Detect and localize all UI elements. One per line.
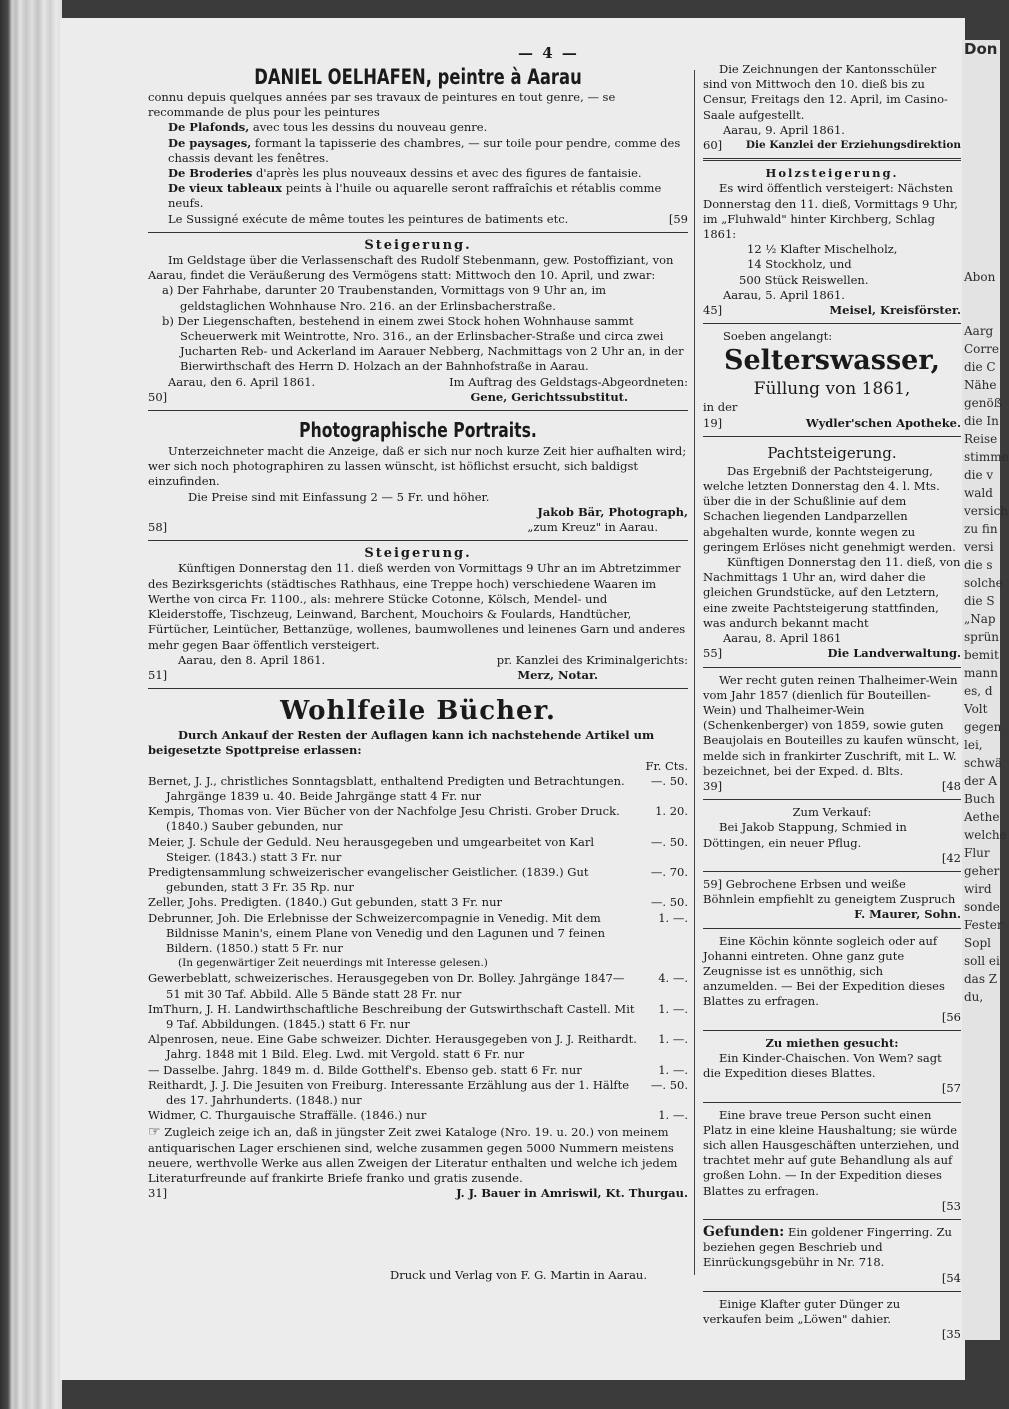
divider [703,799,961,800]
signer: Merz, Notar. [517,667,598,682]
strip-line: die v [964,468,994,482]
strip-line: die In [964,414,999,428]
pacht-body: Das Ergebniß der Pachtsteigerung, welche letzten Donnerstag den 4. l. Mts. über die in der Schußlinie auf dem Schachen liegenden Landparzellen abgehalten wurde, konnte wegen zu geringem Erlöses nicht genehmigt werden. [703,463,956,554]
oelhafen-title: DANIEL OELHAFEN, peintre à Aarau [254,65,582,89]
holz-body: Es wird öffentlich versteigert: Nächsten Donnerstag den 11. dieß, Vormittags 9 Uhr, im „Fluhwald" hinter Kirchberg, Schlag 1861: [703,181,958,242]
list-item: Bernet, J. J., christliches Sonntagsblatt, enthaltend Predigten und Betrachtungen. Jahrgänge 1839 u. 40. Beide Jahrgänge statt 4 Fr. nur —. 50. [148,773,688,803]
strip-line: die s [964,558,993,572]
date: Aarau, 5. April 1861. [723,287,845,302]
ref-number: 50] [148,389,168,404]
ad-selterswasser [703,329,961,431]
left-column [148,42,688,1201]
verkauf-title: Zum Verkauf: [792,805,872,820]
books-list [148,774,688,1124]
ad-zum-verkauf [703,805,961,866]
strip-line: bemit [964,648,999,662]
strip-line: stimme [964,450,1009,464]
person-body: Eine brave treue Person sucht einen Platz in eine kleine Haushaltung; sie würde sich allen Hausgeschäften unterziehen, und trachtet mehr auf gute Behandlung als auf großen Lohn. — In der Expedition dieses Blattes zu erfragen. [703,1107,960,1198]
strip-line: versi [964,540,994,554]
zeichnungen-body: Die Zeichnungen der Kantonsschüler sind von Mittwoch den 10. dieß bis zu Censur, Freitags den 12. April, im Casino-Saale aufgestellt. [703,62,948,122]
divider [703,1030,961,1031]
ref-number: 58] [148,520,168,535]
signer-place: „zum Kreuz" in Aarau. [527,520,658,535]
selters-title: Selterswasser, [724,345,940,377]
ad-zu-miethen [703,1036,961,1097]
divider [148,540,688,541]
list-item: — Dasselbe. Jahrg. 1849 m. d. Bilde Gotthelf's. Ebenso geb. statt 6 Fr. nur 1. —. [148,1062,688,1077]
signer: Die Landverwaltung. [827,646,961,661]
book-binding-edge [0,0,62,1409]
list-item: 500 Stück Reiswellen. [739,272,869,287]
list-item: Predigtensammlung schweizerischer evangelischer Geistlicher. (1839.) Gut gebunden, statt 3 Fr. 35 Rp. nur —. 70. [148,864,688,895]
ref-number: 55] [703,646,723,661]
ref-number: [56 [941,1009,961,1024]
signer: Meisel, Kreisförster. [829,303,961,318]
adjacent-page-strip [962,40,1009,1340]
strip-line: Nähe [964,378,997,392]
oelhafen-item: De Plafonds, avec tous les dessins du nouveau genre. [168,120,488,135]
ref-number: [53 [941,1198,961,1213]
strip-line: Volt [964,702,988,716]
strip-line: das Z [964,972,998,986]
date: Aarau, 8. April 1861 [723,631,842,646]
books-intro: Durch Ankauf der Resten der Auflagen kann ich nachstehende Artikel um beigesetzte Spottpreise erlassen: [148,728,655,758]
strip-line: Aethe [964,810,1000,824]
pacht-title: Pachtsteigerung. [767,443,897,462]
strip-line [962,304,1000,322]
miethen-title: Zu miethen gesucht: [765,1035,899,1050]
oelhafen-item: De paysages, formant la tapisserie des chambres, — sur toile pour pendre, comme des chassis devant les fenêtres. [168,135,681,165]
ad-person [703,1108,961,1214]
selters-pre: Soeben angelangt: [723,329,833,344]
erbsen-body: 59] Gebrochene Erbsen und weiße Böhnlein empfiehlt zu geneigtem Zuspruch [703,876,956,907]
selters-in: in der [703,400,738,415]
strip-line: du, [964,990,984,1004]
miethen-body: Ein Kinder-Chaischen. Von Wem? sagt die Expedition dieses Blattes. [703,1050,942,1081]
divider [703,928,961,929]
ref-number: 59] [703,876,723,891]
ref-number: [35 [941,1327,961,1342]
strip-line: der A [964,774,997,788]
strip-line: sprün [964,630,1000,644]
divider [148,688,688,689]
strip-line: die S [964,594,995,608]
oelhafen-intro: connu depuis quelques années par ses travaux de peintures en tout genre, — se recommande de plus pour les peintures [148,90,616,120]
ref-number: [48 [941,778,961,793]
ad-steigerung-stebenmann [148,238,688,405]
strip-line: geher [964,864,1000,878]
photo-prices: Die Preise sind mit Einfassung 2 — 5 Fr. und höher. [188,489,490,504]
list-item: Kempis, Thomas von. Vier Bücher von der Nachfolge Jesu Christi. Grober Druck. (1840.) Sauber gebunden, nur 1. 20. [148,804,688,834]
strip-line: wald [964,486,993,500]
pacht-body-2: Künftigen Donnerstag den 11. dieß, von Nachmittags 1 Uhr an, wird daher die gleichen Grundstücke, auf den Letztern, eine zweite Pachtsteigerung stattfinden, was andurch bekannt macht [703,555,961,630]
signer-role: pr. Kanzlei des Kriminalgerichts: [496,652,688,667]
ref-number: [57 [941,1081,961,1096]
list-item: Reithardt, J. J. Die Jesuiten von Freiburg. Interessante Erzählung aus der 1. Hälfte des 17. Jahrhunderts. (1848.) nur —. 50. [148,1077,688,1107]
signer: F. Maurer, Sohn. [854,907,961,922]
strip-line: Buch [964,792,995,806]
divider [148,232,688,233]
divider [703,158,961,161]
list-item: Debrunner, Joh. Die Erlebnisse der Schweizercompagnie in Venedig. Mit dem Bildnisse Manin's, einem Plane von Venedig und den Lagunen und 7 feinen Bildern. (1850.) statt 5 Fr. nur 1. —. [148,910,688,955]
selters-sub: Füllung von 1861, [753,379,911,400]
strip-lines [962,268,1009,1006]
right-column [703,62,961,1342]
strip-line: schwä [964,756,1003,770]
signer: Die Kanzlei der Erziehungsdirektion [745,139,961,152]
steigerung-title: Steigerung. [364,237,472,253]
ref-number: 31] [148,1186,168,1201]
ref-number: [54 [941,1270,961,1285]
ad-photo-portraits [148,416,688,535]
strip-line: lei, [964,738,983,752]
steigerung-item-b: b) Der Liegenschaften, bestehend in einem zwei Stock hohen Wohnhause sammt Scheuerwerk mit Weintrotte, Nro. 316., an der Erlinsbacher-Straße und circa zwei Jucharten Reb- und Ackerland im Aarauer Nebberg, Nachmittags von 2 Uhr an, in der Bierwirthschaft des Herrn D. Holzach an der Bahnhofstraße in Aarau. [162,313,684,374]
strip-line: die C [964,360,996,374]
books-currency-header: Fr. Cts. [645,758,688,773]
photo-title: Photographische Portraits. [299,418,537,443]
list-item: ImThurn, J. H. Landwirthschaftliche Beschreibung der Gutswirthschaft Castell. Mit 9 Taf. Abbildungen. (1845.) statt 6 Fr. nur 1. —. [148,1001,688,1031]
date: Aarau, den 6. April 1861. [168,374,316,389]
strip-line: wird [964,882,992,896]
divider [703,1219,961,1220]
ad-thalheimer-wein [703,673,961,795]
books-title: Wohlfeile Bücher. [280,696,556,727]
steigerung-title: Steigerung. [364,546,472,562]
ad-zeichnungen [703,62,961,153]
ref-number: 39] [703,778,723,793]
koechin-body: Eine Köchin könnte sogleich oder auf Johanni eintreten. Ohne ganz gute Zeugnisse ist es unnöthig, sich anzumelden. — Bei der Expedition dieses Blattes zu erfragen. [703,933,945,1009]
ad-duenger [703,1297,961,1343]
steigerung-item-a: a) Der Fahrhabe, darunter 20 Traubenstanden, Vormittags von 9 Uhr an, im geldstaglichen Wohnhause Nro. 216. an der Erlinsbacherstraße. [162,283,607,313]
list-item: Widmer, C. Thurgauische Straffälle. (1846.) nur 1. —. [148,1108,688,1123]
signer-role: Im Auftrag des Geldstags-Abgeordneten: [449,374,688,389]
list-item: Zeller, Johs. Predigten. (1840.) Gut gebunden, statt 3 Fr. nur —. 50. [148,895,688,910]
strip-line: solche [964,576,1003,590]
ad-oelhafen [148,64,688,227]
divider [703,871,961,872]
strip-line: Abon [964,270,996,284]
ref-number: 19] [703,415,723,430]
strip-line: gegen [964,720,1002,734]
list-item: 12 ½ Klafter Mischelholz, [747,242,898,257]
ad-gefunden [703,1225,961,1286]
divider [703,1102,961,1103]
strip-line: genöß [964,396,1002,410]
list-item: Gewerbeblatt, schweizerisches. Herausgegeben von Dr. Bolley. Jahrgänge 1847—51 mit 30 Taf. Abbild. Alle 5 Bände statt 28 Fr. nur 4. —. [148,971,688,1001]
page-number: — 4 — [518,44,579,62]
ad-pachtsteigerung [703,442,961,662]
date: Aarau, 9. April 1861. [723,122,845,137]
steigerung-intro: Im Geldstage über die Verlassenschaft des Rudolf Stebenmann, gew. Postoffiziant, von Aarau, findet die Veräußerung des Vermögens statt: Mittwoch den 10. April, und zwar: [148,253,674,283]
strip-line: zu fin [964,522,998,536]
strip-line: Fester [964,918,1003,932]
pointing-hand-icon: ☞ [148,1124,161,1141]
ref-number: 45] [703,303,723,318]
signer: Wydler'schen Apotheke. [805,415,961,430]
ad-koechin [703,934,961,1025]
strip-line: „Nap [964,612,996,626]
oelhafen-item: De vieux tableaux peints à l'huile ou aquarelle seront raffraîchis et rétablis comme neufs. [168,181,662,211]
steigerung-body: Künftigen Donnerstag den 11. dieß werden von Vormittags 9 Uhr an im Abtretzimmer des Bezirksgerichts (städtisches Rathhaus, eine Treppe hoch) verschiedene Waaren im Werthe von circa Fr. 1100., als: mehrere Stücke Cotonne, Kölsch, Mendel- und Kleiderstoffe, Tischzeug, Leinwand, Barchent, Mouchoirs & Foulards, Handtücher, Fürtücher, Leintücher, Bettanzüge, wollenes, baumwollenes und leinenes Garn und anderes mehr gegen Baar öffentlich versteigert. [148,561,686,652]
verkauf-body: Bei Jakob Stappung, Schmied in Döttingen, ein neuer Pflug. [703,820,907,850]
signer: Gene, Gerichtssubstitut. [470,389,628,404]
strip-line: Corre [964,342,999,356]
signer: Jakob Bär, Photograph, [537,504,688,519]
list-item: Meier, J. Schule der Geduld. Neu herausgegeben und umgearbeitet von Karl Steiger. (1843.) statt 3 Fr. nur —. 50. [148,834,688,864]
divider [703,436,961,437]
strip-line: welche [964,828,1007,842]
gefunden-body: Gefunden: Ein goldener Fingerring. Zu beziehen gegen Beschrieb und Einrückungsgebühr in Nr. 718. [703,1224,952,1270]
ad-wohlfeile-buecher [148,694,688,1201]
photo-body: Unterzeichneter macht die Anzeige, daß er sich nur noch kurze Zeit hier aufhalten wird; wer sich noch photographiren zu lassen wünscht, ist höflichst ersucht, sich baldigst einzufinden. [148,444,687,489]
list-item: Alpenrosen, neue. Eine Gabe schweizer. Dichter. Herausgegeben von J. J. Reithardt. Jahrg. 1848 mit 1 Bild. Eleg. Lwd. mit Vergold. statt 6 Fr. nur 1. —. [148,1032,688,1062]
wein-body: Wer recht guten reinen Thalheimer-Wein vom Jahr 1857 (dienlich für Bouteillen-Wein) und Thalheimer-Wein (Schenkenberger) von 1859, sowie guten Beaujolais en Bouteilles zu kaufen wünscht, melde sich in frankirter Zuschrift, mit L. W. bezeichnet, bei der Exped. d. Blts. [703,672,960,778]
oelhafen-item: De Broderies d'après les plus nouveaux dessins et avec des figures de fantaisie. [168,166,642,181]
oelhafen-closing: Le Sussigné exécute de même toutes les peintures de batiments etc. [168,211,569,226]
strip-line: Reise [964,432,998,446]
ref-number: 60] [703,138,723,153]
list-item-note: (In gegenwärtiger Zeit neuerdings mit Interesse gelesen.) [178,957,488,970]
list-item: 14 Stockholz, und [747,257,852,272]
divider [148,410,688,411]
ad-holzsteigerung [703,166,961,318]
holz-title: Holzsteigerung. [765,166,899,181]
divider [703,1291,961,1292]
ref-number: 51] [148,667,168,682]
strip-line: soll ei [964,954,1000,968]
strip-line: Sopl [964,936,991,950]
printer-footer: Druck und Verlag von F. G. Martin in Aarau. [390,1268,647,1282]
books-note: ☞ Zugleich zeige ich an, daß in jüngster Zeit zwei Kataloge (Nro. 19. u. 20.) von meinem antiquarischen Lager erschienen sind, welche zusammen gegen 5000 Nummern meistens neuere, werthvolle Werke aus allen Zweigen der Literatur enthalten und welche ich jedem Literaturfreunde auf frankirte Briefe franko und gratis zusende. [148,1124,678,1185]
strip-line: versich [964,504,1009,518]
strip-line: es, d [964,684,993,698]
date: Aarau, den 8. April 1861. [178,652,326,667]
divider [703,667,961,668]
strip-line [962,286,1000,304]
ref-number: [59 [668,211,688,226]
duenger-body: Einige Klafter guter Dünger zu verkaufen beim „Löwen" dahier. [703,1296,901,1327]
strip-line: Flur [964,846,990,860]
ad-erbsen [703,877,961,923]
column-divider [694,70,695,1275]
divider [703,323,961,324]
ad-steigerung-waaren [148,546,688,683]
strip-line: mann [964,666,998,680]
strip-heading: Don [964,40,998,58]
strip-line: sonde [964,900,1000,914]
ref-number: [42 [941,850,961,865]
signer: J. J. Bauer in Amriswil, Kt. Thurgau. [456,1186,688,1201]
strip-line: Aarg [964,324,994,338]
